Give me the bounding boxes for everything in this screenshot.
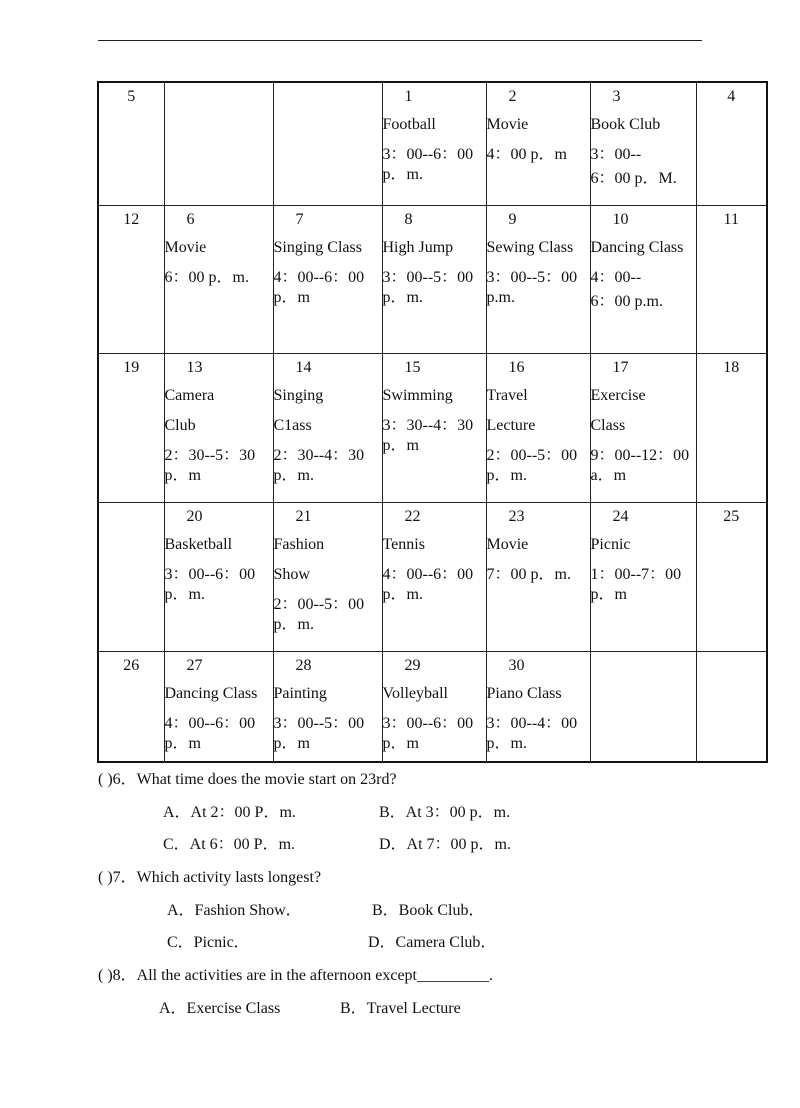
calendar-week-row: [98, 353, 767, 502]
activity-name: Piano Class: [486, 684, 562, 702]
calendar-week-row: [98, 205, 767, 353]
calendar-week-row: [98, 651, 767, 762]
day-number: 25: [723, 507, 740, 525]
activity-time: 3：00--5：00 p．m: [273, 714, 365, 752]
activity-time: 4：00--: [590, 268, 642, 286]
calendar-day-cell: [98, 82, 164, 205]
activity-name-line2: Show: [273, 565, 310, 583]
day-number: 4: [727, 88, 736, 105]
q8-option-b: B．Travel Lecture: [340, 1000, 461, 1017]
calendar-week-row: [98, 82, 767, 205]
calendar-day-cell: [382, 353, 486, 502]
activity-name: Picnic: [590, 535, 631, 553]
activity-time: 4：00--6：00 p．m.: [382, 565, 474, 603]
calendar-day-cell: [590, 651, 696, 762]
activity-name: Camera: [164, 386, 215, 404]
day-number: 6: [186, 210, 195, 228]
activity-name: Movie: [164, 238, 207, 256]
activity-time: 7：00 p．m.: [486, 565, 571, 583]
activity-name: High Jump: [382, 238, 454, 256]
calendar-day-cell: [696, 353, 767, 502]
activity-name: Dancing Class: [590, 238, 684, 256]
day-number: 22: [404, 507, 421, 525]
activity-name: Fashion: [273, 535, 325, 553]
day-number: 21: [295, 507, 312, 525]
calendar-day-cell: [486, 651, 590, 762]
calendar-day-cell: [164, 502, 273, 651]
day-number: 16: [508, 358, 525, 376]
activity-name: Swimming: [382, 386, 453, 404]
calendar-day-cell: [486, 502, 590, 651]
day-number: 5: [127, 88, 136, 105]
calendar-day-cell: [164, 651, 273, 762]
activity-time: 3：00--: [590, 146, 642, 163]
question-7: ( )7．Which activity lasts longest?: [98, 869, 322, 886]
calendar-day-cell: [273, 82, 382, 205]
activity-calendar: [97, 81, 768, 763]
question-6: ( )6．What time does the movie start on 23rd?: [98, 771, 397, 788]
calendar-day-cell: [382, 82, 486, 205]
activity-time: 4：00--6：00 p．m: [273, 268, 365, 306]
calendar-day-cell: [273, 205, 382, 353]
activity-time: 4：00--6：00 p．m: [164, 714, 256, 752]
activity-time: 3：00--5：00 p.m.: [486, 268, 578, 306]
q6-option-a: A．At 2：00 P．m.: [163, 804, 296, 821]
day-number: 26: [123, 656, 140, 674]
q7-option-d: D．Camera Club．: [368, 934, 497, 951]
activity-time: 2：30--5：30 p．m: [164, 446, 256, 484]
day-number: 19: [123, 358, 140, 376]
day-number: 8: [404, 210, 413, 228]
activity-time: 3：00--4：00 p．m.: [486, 714, 578, 752]
activity-name-line2: C1ass: [273, 416, 312, 434]
calendar-day-cell: [98, 205, 164, 353]
calendar-day-cell: [382, 502, 486, 651]
q8-option-a: A．Exercise Class: [159, 1000, 281, 1017]
activity-time-line2: 6：00 p.m.: [590, 292, 663, 310]
activity-time: 9：00--12：00 a．m: [590, 446, 690, 484]
activity-name: Painting: [273, 684, 327, 702]
activity-name: Singing Class: [273, 238, 362, 256]
calendar-day-cell: [382, 205, 486, 353]
activity-name: Dancing Class: [164, 684, 258, 702]
activity-name-line2: Lecture: [486, 416, 536, 434]
day-number: 28: [295, 656, 312, 674]
calendar-day-cell: [98, 502, 164, 651]
activity-time: 4：00 p．m: [486, 146, 567, 163]
day-number: 1: [404, 88, 413, 105]
day-number: [591, 652, 696, 682]
activity-name: Sewing Class: [486, 238, 574, 256]
day-number: [697, 652, 767, 682]
activity-name: Movie: [486, 535, 529, 553]
q6-option-c: C．At 6：00 P．m.: [163, 836, 296, 853]
question-8: ( )8．All the activities are in the afternoon except_________.: [98, 967, 493, 984]
activity-name: Travel: [486, 386, 528, 404]
activity-time: 3：00--5：00 p．m.: [382, 268, 474, 306]
activity-name-line2: Club: [164, 416, 196, 434]
activity-name: Basketball: [164, 535, 233, 553]
calendar-day-cell: [382, 651, 486, 762]
calendar-day-cell: [164, 353, 273, 502]
day-number: 3: [612, 88, 621, 105]
day-number: 24: [612, 507, 629, 525]
calendar-day-cell: [590, 502, 696, 651]
calendar-day-cell: [164, 205, 273, 353]
activity-name: Tennis: [382, 535, 425, 553]
calendar-day-cell: [273, 353, 382, 502]
activity-time-line2: 6：00 p．M.: [590, 170, 677, 187]
calendar-day-cell: [696, 651, 767, 762]
q7-option-a: A．Fashion Show．: [167, 902, 302, 919]
q7-option-b: B．Book Club．: [372, 902, 485, 919]
calendar-day-cell: [486, 205, 590, 353]
calendar-day-cell: [98, 651, 164, 762]
calendar-day-cell: [696, 205, 767, 353]
activity-time: 3：00--6：00 p．m: [382, 714, 474, 752]
day-number: [165, 83, 273, 113]
day-number: 29: [404, 656, 421, 674]
day-number: 15: [404, 358, 421, 376]
activity-name: Volleyball: [382, 684, 448, 702]
calendar-day-cell: [696, 502, 767, 651]
calendar-day-cell: [486, 353, 590, 502]
day-number: 13: [186, 358, 203, 376]
activity-time: 2：30--4：30 p．m.: [273, 446, 365, 484]
activity-time: 1：00--7：00 p．m: [590, 565, 682, 603]
day-number: 30: [508, 656, 525, 674]
activity-time: 6：00 p．m.: [164, 268, 249, 286]
q6-option-b: B．At 3：00 p．m.: [379, 804, 511, 821]
day-number: [99, 503, 164, 533]
day-number: 2: [508, 88, 517, 105]
day-number: 14: [295, 358, 312, 376]
activity-name: Exercise: [590, 386, 646, 404]
q6-option-d: D．At 7：00 p．m.: [379, 836, 512, 853]
header-rule: [98, 40, 702, 41]
day-number: 11: [723, 210, 739, 228]
day-number: 18: [723, 358, 740, 376]
activity-time: 3：00--6：00 p．m.: [164, 565, 256, 603]
day-number: 9: [508, 210, 517, 228]
activity-name: Singing: [273, 386, 324, 404]
calendar-day-cell: [590, 205, 696, 353]
calendar-day-cell: [273, 502, 382, 651]
activity-time: 2：00--5：00 p．m.: [273, 595, 365, 633]
day-number: 7: [295, 210, 304, 228]
calendar-week-row: [98, 502, 767, 651]
activity-time: 2：00--5：00 p．m.: [486, 446, 578, 484]
calendar-day-cell: [590, 353, 696, 502]
activity-name: Football: [382, 116, 436, 133]
calendar-day-cell: [590, 82, 696, 205]
calendar-day-cell: [696, 82, 767, 205]
activity-time: 3：30--4：30 p．m: [382, 416, 474, 454]
day-number: 17: [612, 358, 629, 376]
q7-option-c: C．Picnic．: [167, 934, 250, 951]
calendar-day-cell: [486, 82, 590, 205]
activity-name-line2: Class: [590, 416, 626, 434]
activity-time: 3：00--6：00 p．m.: [382, 146, 474, 183]
day-number: 23: [508, 507, 525, 525]
activity-name: Book Club: [590, 116, 661, 133]
day-number: 20: [186, 507, 203, 525]
day-number: 12: [123, 210, 140, 228]
day-number: [274, 83, 382, 113]
calendar-day-cell: [164, 82, 273, 205]
activity-name: Movie: [486, 116, 529, 133]
day-number: 27: [186, 656, 203, 674]
calendar-day-cell: [98, 353, 164, 502]
calendar-day-cell: [273, 651, 382, 762]
day-number: 10: [612, 210, 629, 228]
